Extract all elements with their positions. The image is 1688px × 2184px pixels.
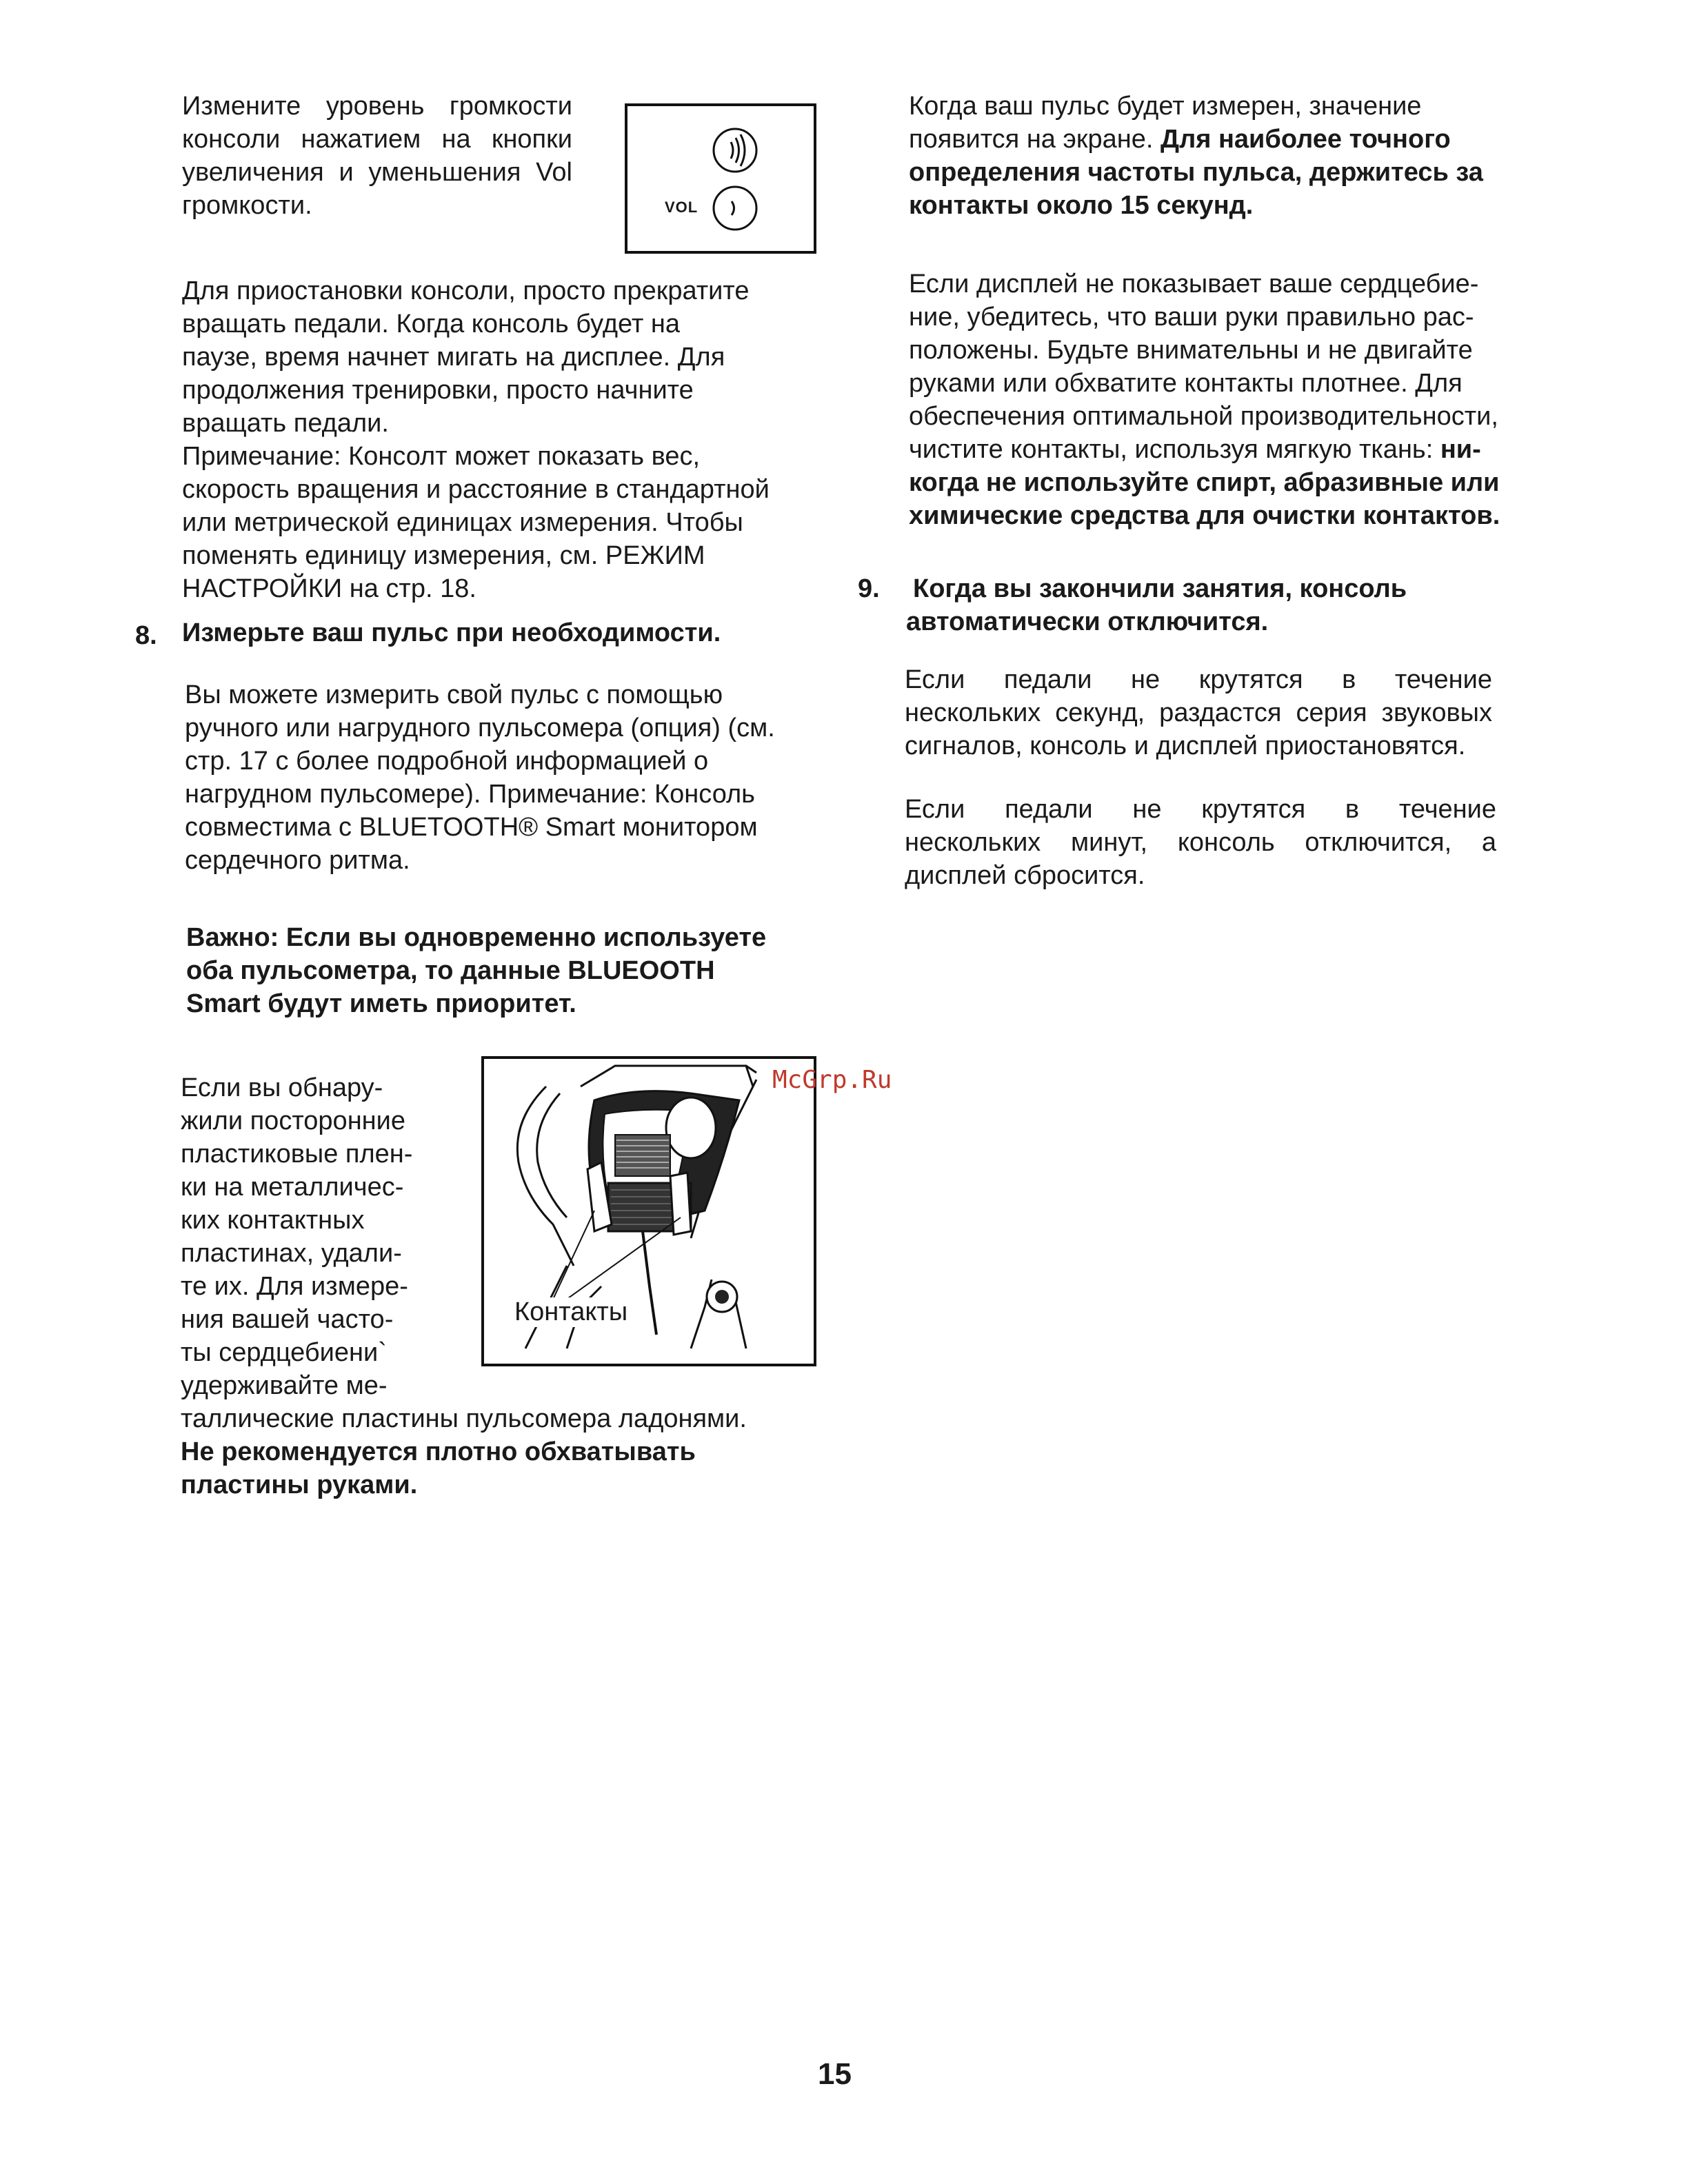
text-line: Если вы обнару- (181, 1073, 383, 1102)
text-line: поменять единицу измерения, см. РЕЖИМ (182, 541, 705, 570)
text-line: Для приостановки консоли, просто прекратите (182, 276, 750, 305)
seconds-inactivity-text (905, 663, 1492, 762)
step-8-number: 8. (135, 621, 157, 650)
text-line: скорость вращения и расстояние в стандартной (182, 475, 770, 504)
page-number: 15 (818, 2057, 852, 2091)
text-line: химические средства для очистки контактов. (909, 501, 1500, 530)
text-line: дисплей сбросится. (905, 861, 1145, 890)
figure-label-contacts: Контакты (512, 1297, 630, 1327)
volume-buttons-drawing (627, 106, 814, 251)
text-line: руками или обхватите контакты плотнее. Для (909, 369, 1463, 398)
text-line: Вы можете измерить свой пульс с помощью (185, 680, 723, 709)
text-span: появится на экране. (909, 125, 1161, 154)
text-line: или метрической единицах измерения. Чтобы (182, 508, 743, 537)
text-line: консоли нажатием на кнопки (182, 125, 572, 154)
text-line: ния вашей часто- (181, 1305, 394, 1334)
text-line: стр. 17 с более подробной информацией о (185, 747, 709, 776)
volume-buttons-figure (625, 103, 816, 254)
text-line: Важно: Если вы одновременно используете (186, 923, 767, 952)
text-line: пластинах, удали- (181, 1239, 402, 1268)
text-line: положены. Будьте внимательны и не двигайте (909, 336, 1473, 365)
text-line: продолжения тренировки, просто начните (182, 376, 694, 405)
pulse-measured-text (909, 90, 1543, 222)
text-span-bold: ни- (1440, 435, 1481, 464)
contacts-warning (181, 1435, 815, 1502)
text-line: нагрудном пульсомере). Примечание: Консоль (185, 780, 755, 809)
text-line: увеличения и уменьшения Vol (182, 158, 572, 187)
text-line: определения частоты пульса, держитесь за (909, 158, 1483, 187)
text-line: удерживайте ме- (181, 1371, 388, 1400)
text-line: ких контактных (181, 1206, 365, 1235)
text-line: нескольких секунд, раздастся серия звуковых (905, 698, 1492, 727)
volume-instructions (182, 90, 572, 222)
text-line: пластины руками. (181, 1470, 418, 1499)
text-line: те их. Для измере- (181, 1272, 408, 1301)
text-line: вращать педали. (182, 409, 389, 438)
text-line: ние, убедитесь, что ваши руки правильно рас- (909, 303, 1474, 332)
text-span: чистите контакты, используя мягкую ткань: (909, 435, 1440, 464)
text-line: нескольких минут, консоль отключится, а (905, 828, 1496, 857)
text-line: ручного или нагрудного пульсомера (опция) (см. (185, 714, 775, 742)
contacts-tail: таллические пластины пульсомера ладонями. (181, 1404, 747, 1433)
text-line: НАСТРОЙКИ на стр. 18. (182, 574, 476, 603)
text-line: совместима с BLUETOOTH® Smart монитором (185, 813, 758, 842)
text-line: когда не используйте спирт, абразивные или (909, 468, 1500, 497)
step-8-title: Измерьте ваш пульс при необходимости. (182, 618, 721, 647)
text-line: жили посторонние (181, 1106, 406, 1135)
text-line: ки на металличес- (181, 1173, 404, 1202)
text-line: пластиковые плен- (181, 1140, 413, 1169)
text-line: Не рекомендуется плотно обхватывать (181, 1437, 696, 1466)
text-line: Измените уровень громкости (182, 92, 572, 121)
contacts-figure (481, 1056, 816, 1366)
step-9-title (906, 572, 1540, 638)
text-line: Smart будут иметь приоритет. (186, 989, 576, 1018)
text-line: Примечание: Консолт может показать вес, (182, 442, 701, 471)
text-span-bold: Для наиболее точного (1160, 125, 1451, 154)
text-line: вращать педали. Когда консоль будет на (182, 310, 680, 338)
text-line: Когда ваш пульс будет измерен, значение (909, 92, 1422, 121)
text-line: Если дисплей не показывает ваше сердцебие- (909, 270, 1479, 299)
vol-label: VOL (665, 199, 699, 216)
text-line: автоматически отключится. (906, 607, 1269, 636)
contacts-instructions (181, 1071, 422, 1402)
text-line: оба пульсометра, то данные BLUEOOTH (186, 956, 715, 985)
text-line: сигналов, консоль и дисплей приостановятся. (905, 731, 1466, 760)
pause-instructions (182, 274, 816, 605)
text-line: Когда вы закончили занятия, консоль (913, 574, 1407, 603)
text-line: громкости. (182, 191, 312, 220)
text-line: Если педали не крутятся в течение (905, 665, 1492, 694)
important-note (186, 921, 821, 1020)
text-line: Если педали не крутятся в течение (905, 795, 1496, 824)
text-line: обеспечения оптимальной производительности, (909, 402, 1498, 431)
watermark: McGrp.Ru (772, 1066, 892, 1094)
text-line: ты сердцебиени` (181, 1338, 387, 1367)
step-9-number: 9. (858, 574, 880, 603)
volume-up-button (714, 129, 756, 172)
no-heartbeat-text (909, 267, 1543, 532)
minutes-inactivity-text (905, 793, 1496, 892)
text-line: паузе, время начнет мигать на дисплее. Для (182, 343, 725, 372)
step-8-text (185, 678, 819, 877)
text-line: сердечного ритма. (185, 846, 410, 875)
text-line: контакты около 15 секунд. (909, 191, 1254, 220)
